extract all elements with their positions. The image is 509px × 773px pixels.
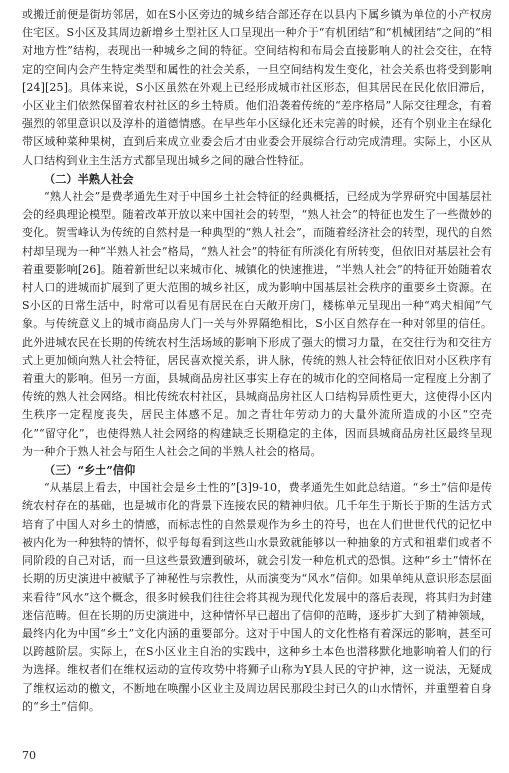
section-heading-semi-acquaintance: （二）半熟人社会 [44, 171, 134, 186]
paragraph-3: “从基层上看去，中国社会是乡土性的”[3]9-10，费孝通先生如此总结道。“乡土”信仰是传统农村存在的基础，也是城市化的背景下连接农民的精神归依。几千年生于斯长于斯的生活方式培育了中国人对乡土的情感，而标志性的自然景观作为乡土的符号，也在人们世世代代的记忆中被内化为一种独特的情怀，似乎每每看到这些山水景致就能够以一种抽象的方式和祖辈们或者不同阶段的自己对话，而一旦这些景致遭到破坏，就会引发一种危机式的恐惧。这种“乡土”情怀在长期的历史演进中被赋予了神秘性与宗教性，从而演变为“风水”信仰。如果单纯从意识形态层面来看待“风水”这个概念，很多时候我们往往会将其视为现代化发展中的落后表现，将其归为封建迷信范畴。但在长期的历史演进中，这种情怀早已超出了信仰的范畴，逐步扩大到了精神领域，最终内化为中国“乡土”文化内涵的重要部分。这对于中国人的文化性格有着深远的影响，甚至可以跨越阶层。实际上，在S小区业主自治的实践中，这种乡土本色也潜移默化地影响着人们的行为选择。维权者们在维权运动的宣传攻势中将狮子山称为Y县人民的守护神，这一说法，无疑成了维权运动的檄文，不断地在唤醒小区业主及周边居民那段尘封已久的山水情怀，并重塑着自身的“乡土”信仰。 [22, 481, 492, 713]
paragraph-2: “熟人社会”是费孝通先生对于中国乡土社会特征的经典概括，已经成为学界研究中国基层社会的经典理论模型。随着改革开放以来中国社会的转型，“熟人社会”的特征也发生了一些微妙的变化。贺雪峰认为传统的自然村是一种典型的“熟人社会”，而随着经济社会的转型，现代的自然村却呈现为一种“半熟人社会”格局，“熟人社会”的特征有所淡化有所转变，但依旧对基层社会有着重要影响[26]。随着新世纪以来城市化、城镇化的快速推进，“半熟人社会”的特征开始随着农村人口的进城而扩展到了更大范围的城乡社区，成为影响中国基层社会秩序的重要乡土资源。在S小区的日常生活中，时常可以看见有居民在白天敞开房门，楼栋单元呈现出一种“鸡犬相闻”气象。与传统意义上的城市商品房人门一关与外界隔绝相比，S小区自然存在一种对邻里的信任。此外进城农民在长期的传统农村生活场域的影响下形成了强大的惯习力量，在交往行为和交往方式上更加倾向熟人社会特征，居民喜欢搅关系，讲人脉，传统的熟人社会特征依旧对小区秩序有着重大的影响。但另一方面，县城商品房社区事实上存在的城市化的空间格局一定程度上分割了传统的熟人社会网络。相比传统农村社区，县城商品房社区人口结构异质性更大，这使得小区内生秩序一定程度丧失，居民主体感不足。加之青壮年劳动力的大量外流所造成的小区“空壳化”“留守化”，也使得熟人社会网络的构建缺乏长期稳定的主体，因而县城商品房社区最终呈现为一种介于熟人社会与陌生人社会之间的半熟人社会的格局。 [22, 190, 492, 458]
paragraph-1: 或搬迁前便是街坊邻居，如在S小区旁边的城乡结合部还存在以县内下属乡镇为单位的小产权房住宅区。S小区及其周边新增乡土型社区人口呈现出一种介于“有机团结”和“机械团结”之间的“相对地方性”结构，表现出一种城乡之间的特征。空间结构和布局会直接影响人的社会交往，在特定的空间内会产生特定类型和属性的社会关系，一旦空间结构发生变化，社会关系也将受到影响[24][25]。具体来说，S小区虽然在外观上已经形成城市社区形态，但其居民在民化依旧滞后，小区业主们依然保留着农村社区的乡土特质。他们沿袭着传统的“差序格局”人际交往理念，有着强烈的邻里意识以及淳朴的道德情感。在早些年小区绿化还未完善的时候，还有个别业主在绿化带区域种菜种果树，直到后来成立业委会后才由业委会开展综合行动完成清理。实际上，小区从人口结构到业主生活方式都呈现出城乡之间的融合性特征。 [22, 8, 492, 167]
page-body [22, 6, 492, 716]
page-number: 70 [22, 749, 36, 762]
section-heading-native-soil-belief: （三）“乡土”信仰 [44, 463, 136, 478]
